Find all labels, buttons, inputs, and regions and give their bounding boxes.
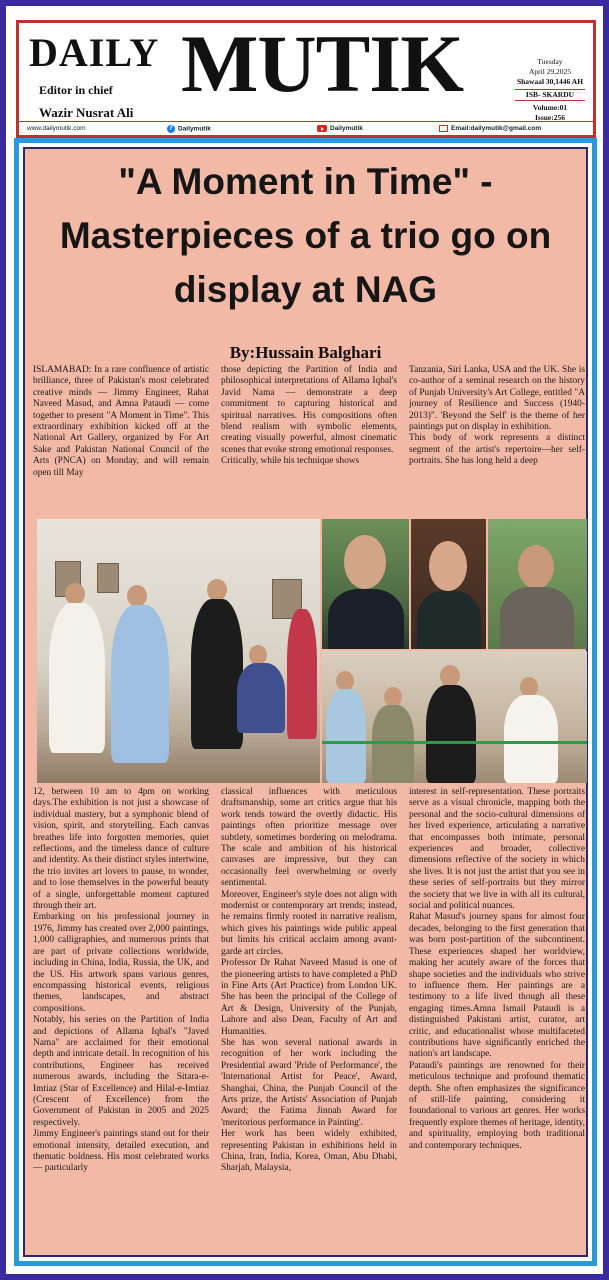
person-figure: [287, 609, 317, 739]
mail-icon: [439, 125, 448, 132]
person-head: [207, 579, 227, 601]
paragraph: Jimmy Engineer's paintings stand out for their emotional intensity, detailed execution, and thematic boldness. His most celebrated works — particularly: [33, 1129, 209, 1174]
issue-volume: Volume:01: [532, 103, 568, 112]
person-figure: [191, 599, 243, 749]
paragraph: interest in self-representation. These portraits serve as a visual chronicle, mapping both the personal and the socio-cultural dimensions of her lived experience, articulating a narrative that encompasses both intimate, personal experiences and broader, collective dimensions reflective of the society in which she lives. It is not just the artist that you see in these series of self-portraits but they mirror the society that we live in with all its cultural, social and political nuances.: [409, 787, 585, 912]
editor-label: Editor in chief: [39, 83, 113, 97]
byline: By:Hussain Balghari: [229, 343, 382, 362]
youtube-icon: [317, 125, 327, 132]
person-figure: [237, 663, 285, 733]
wall-painting: [97, 563, 119, 593]
person-figure: [372, 705, 414, 783]
ribbon: [322, 741, 587, 744]
person-head: [384, 687, 402, 707]
portrait-jimmy-engineer: [322, 519, 409, 649]
top-column-1: [33, 365, 209, 517]
paragraph: Pataudi's paintings are renowned for their meticulous technique and profound thematic depth. She often emphasizes the significance of still-life painting, considering it foundational to various art genres. Her works frequently explore themes of heritage, identity, and spirituality, employing both traditional and contemporary techniques.: [409, 1060, 585, 1151]
facebook-handle: Dailymutik: [178, 125, 211, 133]
person-head: [518, 545, 554, 589]
person-figure: [426, 685, 476, 783]
photo-collage: [37, 519, 587, 783]
paragraph: 12, between 10 am to 4pm on working days.The exhibition is not just a showcase of individual mastery, but a symphonic blend of vision, spirit, and storytelling. Each canvas breathes life into forgotten memories, quiet reflections, and the timeless dance of culture and identity. As their distinct styles intertwine, the trio invites art lovers to pause, to wonder, and to lose themselves in the powerful beauty of a single, unforgettable moment captured through their art.: [33, 787, 209, 912]
person-head: [249, 645, 267, 665]
person-figure: [111, 605, 169, 763]
person-head: [520, 677, 538, 697]
person-figure: [500, 587, 574, 649]
newspaper-page: [6, 6, 603, 1274]
portrait-amna-pataudi: [488, 519, 587, 649]
masthead-footer: [19, 121, 593, 135]
issue-city: ISB- SKARDU: [515, 89, 585, 101]
bottom-column-1: [33, 787, 209, 1253]
paragraph: Her work has been widely exhibited, representing Pakistan in exhibitions held in China, Iran, India, Korea, Oman, Abu Dhabi, Sharjah, Malaysia,: [221, 1129, 397, 1174]
person-head: [65, 583, 85, 605]
person-figure: [49, 603, 105, 753]
masthead-title: MUTIK: [181, 18, 463, 109]
headline: "A Moment in Time" - Masterpieces of a trio go on display at NAG: [59, 161, 552, 310]
paragraph: Professor Dr Rahat Naveed Masud is one of the pioneering artists to have completed a PhD in Fine Arts (Art Practice) from London UK. She has been the principal of the College of Art & Design, University of the Punjab, Lahore and also Dean, Faculty of Art and Humanities.: [221, 958, 397, 1037]
top-column-2: [221, 365, 397, 517]
paragraph: Rahat Masud's journey spans for almost four decades, belonging to the first generation that was born post-partition of the subcontinent. These experiences shaped her worldview, making her acutely aware of the forces that shape societies and the individuals who strive to influence them. Her paintings are a testimony to a life lived though all these engaging times.Amna Ismail Pataudi is a distinguished Pakistani artist, curator, art critic, and educationalist whose multifaceted contributions have significantly enriched the nation's art landscape.: [409, 912, 585, 1060]
person-figure: [328, 589, 404, 649]
paragraph: She has won several national awards in recognition of her work including the Presidential award 'Pride of Performance', the 'International Artist for Peace', Award, Shanghai, China, the Punjab Council of the Arts prize, the Artists' Association of Punjab Award; the Fatima Jinnah Award for 'meritorious performance in Painting'.: [221, 1037, 397, 1128]
website-link[interactable]: www.dailymutik.com: [27, 125, 86, 132]
bottom-column-3: [409, 787, 585, 1253]
masthead: [16, 20, 596, 138]
issue-number: Issue:256: [534, 113, 565, 122]
paragraph: Notably, his series on the Partition of India and depictions of Allama Iqbal's "Javed Nama" are acclaimed for their emotional depth and intricate detail. In recognition of his contributions, Engineer has received numerous awards, including the Sitara-e-Imtiaz (Star of Excellence) and Hilal-e-Imtiaz (Crescent of Excellence) from the Government of Pakistan in 2005 and 2025 respectively.: [33, 1015, 209, 1128]
paragraph: Embarking on his professional journey in 1976, Jimmy has created over 2,000 paintings, 1,000 calligraphies, and numerous prints that are part of private collections worldwide, including in China, India, Russia, the UK, and the US. His artwork spans various genres, encompassing historical events, religious themes, landscapes, and abstract compositions.: [33, 912, 209, 1014]
person-figure: [417, 591, 481, 649]
youtube-handle: Dailymutik: [330, 125, 363, 133]
paragraph: Tanzania, Siri Lanka, USA and the UK. She is co-author of a seminal research on the history of Punjab University's Art College, entitled "A journey of Resilience and Success (1940-2013)". 'Beyond the Self' is the theme of her paintings put on display in exhibition.: [409, 365, 585, 433]
paragraph: This body of work represents a distinct segment of the artist's repertoire—her self-portraits. She has long held a deep: [409, 433, 585, 467]
email-address: Email:dailymutik@gmail.com: [451, 125, 542, 133]
article-body: [23, 147, 588, 1257]
person-head: [336, 671, 354, 691]
facebook-icon: f: [167, 125, 175, 133]
person-head: [344, 535, 386, 589]
top-column-3: [409, 365, 585, 517]
person-figure: [326, 689, 366, 783]
person-head: [127, 585, 147, 607]
paragraph: Critically, while his technique shows: [221, 456, 360, 467]
article-frame: [14, 138, 597, 1266]
issue-hijri: Shawaal 30,1446 AH: [516, 77, 584, 86]
masthead-daily: DAILY: [29, 30, 160, 75]
bottom-column-2: [221, 787, 397, 1253]
youtube-link[interactable]: [317, 125, 363, 132]
paragraph: classical influences with meticulous draftsmanship, some art critics argue that his work tends toward the overtly didactic. His paintings often prioritize message over subtlety, sometimes bordering on melodrama. The scale and ambition of his historical canvases are impressive, but they can occasionally feel overwhelming or overly sentimental.: [221, 787, 397, 889]
email-link[interactable]: [439, 125, 541, 132]
person-head: [440, 665, 460, 687]
gallery-opening-photo: [37, 519, 320, 783]
person-head: [429, 541, 467, 591]
ribbon-cutting-photo: [322, 651, 587, 783]
paragraph: Moreover, Engineer's style does not align with modernist or contemporary art trends; instead, he remains firmly rooted in narrative realism, which gives his paintings wide public appeal but limits his critical acclaim among avant-garde art circles.: [221, 889, 397, 957]
issue-info: [515, 57, 585, 123]
paragraph: those depicting the Partition of India and philosophical interpretations of Allama Iqbal's Javid Nama — demonstrate a deep commitment to capturing historical and spiritual narratives. His compositions often blend realism with symbolic elements, creating visually powerful, almost cinematic scenes that evoke strong emotional responses.: [221, 365, 397, 455]
facebook-link[interactable]: [167, 125, 211, 133]
editor-name: Wazir Nusrat Ali: [39, 105, 134, 120]
issue-day: Tuesday: [537, 57, 563, 66]
paragraph: ISLAMABAD: In a rare confluence of artistic brilliance, three of Pakistan's most celebrated creative minds — Jimmy Engineer, Rahat Naveed Masud, and Amna Pataudi — come together to present "A Moment in Time". This extraordinary exhibition kicked off at the National Art Gallery, organized by For Art Sake and Pakistan National Council of the Arts (PNCA) on Monday, and will remain open till May: [33, 365, 209, 478]
issue-date: April 29,2025: [528, 67, 572, 76]
person-figure: [504, 695, 558, 783]
portrait-rahat-masud: [411, 519, 486, 649]
